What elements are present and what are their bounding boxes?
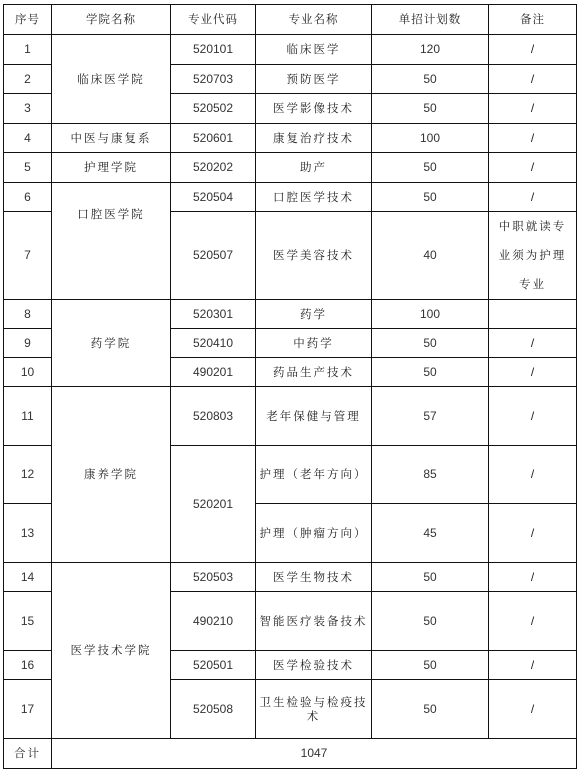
- college-cell: 临床医学院: [52, 35, 171, 124]
- code-cell: 520101: [171, 35, 256, 65]
- major-cell: 老年保健与管理: [256, 387, 372, 446]
- note-cell: /: [489, 183, 577, 212]
- seq-cell: 13: [4, 504, 52, 563]
- major-cell: 口腔医学技术: [256, 183, 372, 212]
- code-cell: 520201: [171, 446, 256, 563]
- code-cell: 520507: [171, 212, 256, 300]
- major-cell: 医学生物技术: [256, 563, 372, 592]
- note-line: 专业: [519, 277, 546, 291]
- header-college: 学院名称: [52, 5, 171, 35]
- major-cell: 预防医学: [256, 65, 372, 94]
- seq-cell: 9: [4, 329, 52, 358]
- note-cell: /: [489, 387, 577, 446]
- college-cell: 药学院: [52, 300, 171, 387]
- note-cell: /: [489, 446, 577, 504]
- note-cell: /: [489, 504, 577, 563]
- note-cell: [489, 300, 577, 329]
- college-cell: 医学技术学院: [52, 563, 171, 739]
- table-row: [4, 387, 577, 446]
- table-row: [4, 124, 577, 153]
- note-cell: /: [489, 329, 577, 358]
- note-cell: /: [489, 35, 577, 65]
- code-cell: 490210: [171, 592, 256, 651]
- code-cell: 520502: [171, 94, 256, 124]
- major-cell: 医学检验技术: [256, 651, 372, 680]
- code-cell: 490201: [171, 358, 256, 387]
- seq-cell: 12: [4, 446, 52, 504]
- plan-cell: 40: [372, 212, 489, 300]
- code-cell: 520503: [171, 563, 256, 592]
- college-cell: 中医与康复系: [52, 124, 171, 153]
- seq-cell: 1: [4, 35, 52, 65]
- seq-cell: 4: [4, 124, 52, 153]
- seq-cell: 15: [4, 592, 52, 651]
- seq-cell: 7: [4, 212, 52, 300]
- plan-cell: 100: [372, 300, 489, 329]
- code-cell: 520202: [171, 153, 256, 183]
- plan-cell: 50: [372, 651, 489, 680]
- table-row: [4, 183, 577, 212]
- plan-cell: 50: [372, 329, 489, 358]
- major-cell: 护理（老年方向）: [256, 446, 372, 504]
- code-cell: 520301: [171, 300, 256, 329]
- note-cell: /: [489, 124, 577, 153]
- plan-cell: 45: [372, 504, 489, 563]
- seq-cell: 16: [4, 651, 52, 680]
- code-cell: 520803: [171, 387, 256, 446]
- note-cell: [489, 212, 577, 300]
- header-note: 备注: [489, 5, 577, 35]
- seq-cell: 6: [4, 183, 52, 212]
- table-row: [4, 300, 577, 329]
- major-cell: 卫生检验与检疫技术: [256, 680, 372, 739]
- table-row: [4, 35, 577, 65]
- total-label: 合计: [4, 739, 52, 769]
- seq-cell: 5: [4, 153, 52, 183]
- plan-cell: 50: [372, 358, 489, 387]
- major-cell: 药品生产技术: [256, 358, 372, 387]
- plan-cell: 50: [372, 94, 489, 124]
- seq-cell: 10: [4, 358, 52, 387]
- major-cell: 智能医疗装备技术: [256, 592, 372, 651]
- plan-cell: 50: [372, 65, 489, 94]
- note-line: 业须为护理: [498, 248, 567, 262]
- note-cell: /: [489, 651, 577, 680]
- header-plan: 单招计划数: [372, 5, 489, 35]
- seq-cell: 3: [4, 94, 52, 124]
- major-cell: 医学美容技术: [256, 212, 372, 300]
- plan-cell: 85: [372, 446, 489, 504]
- major-cell: 临床医学: [256, 35, 372, 65]
- college-cell: 护理学院: [52, 153, 171, 183]
- header-major: 专业名称: [256, 5, 372, 35]
- table-row: [4, 153, 577, 183]
- seq-cell: 14: [4, 563, 52, 592]
- major-cell: 医学影像技术: [256, 94, 372, 124]
- note-cell: /: [489, 65, 577, 94]
- college-cell: 康养学院: [52, 387, 171, 563]
- enrollment-plan-document: [3, 4, 577, 769]
- college-cell: 口腔医学院: [52, 183, 171, 300]
- major-cell: 中药学: [256, 329, 372, 358]
- code-cell: 520601: [171, 124, 256, 153]
- code-cell: 520410: [171, 329, 256, 358]
- major-cell: 康复治疗技术: [256, 124, 372, 153]
- seq-cell: 11: [4, 387, 52, 446]
- note-cell: /: [489, 153, 577, 183]
- total-row: [4, 739, 577, 769]
- note-cell: /: [489, 680, 577, 739]
- code-cell: 520703: [171, 65, 256, 94]
- seq-cell: 17: [4, 680, 52, 739]
- seq-cell: 8: [4, 300, 52, 329]
- plan-cell: 50: [372, 680, 489, 739]
- note-cell: /: [489, 358, 577, 387]
- plan-cell: 120: [372, 35, 489, 65]
- note-cell: /: [489, 563, 577, 592]
- code-cell: 520501: [171, 651, 256, 680]
- plan-cell: 100: [372, 124, 489, 153]
- header-code: 专业代码: [171, 5, 256, 35]
- enrollment-plan-table: [3, 4, 577, 769]
- plan-cell: 50: [372, 183, 489, 212]
- total-value: 1047: [52, 739, 577, 769]
- note-line: 中职就读专: [498, 219, 567, 233]
- note-cell: /: [489, 94, 577, 124]
- code-cell: 520508: [171, 680, 256, 739]
- table-row: [4, 563, 577, 592]
- code-cell: 520504: [171, 183, 256, 212]
- plan-cell: 57: [372, 387, 489, 446]
- seq-cell: 2: [4, 65, 52, 94]
- header-row: [4, 5, 577, 35]
- note-cell: /: [489, 592, 577, 651]
- major-cell: 药学: [256, 300, 372, 329]
- major-cell: 护理（肿瘤方向）: [256, 504, 372, 563]
- header-seq: 序号: [4, 5, 52, 35]
- plan-cell: 50: [372, 592, 489, 651]
- plan-cell: 50: [372, 563, 489, 592]
- plan-cell: 50: [372, 153, 489, 183]
- major-cell: 助产: [256, 153, 372, 183]
